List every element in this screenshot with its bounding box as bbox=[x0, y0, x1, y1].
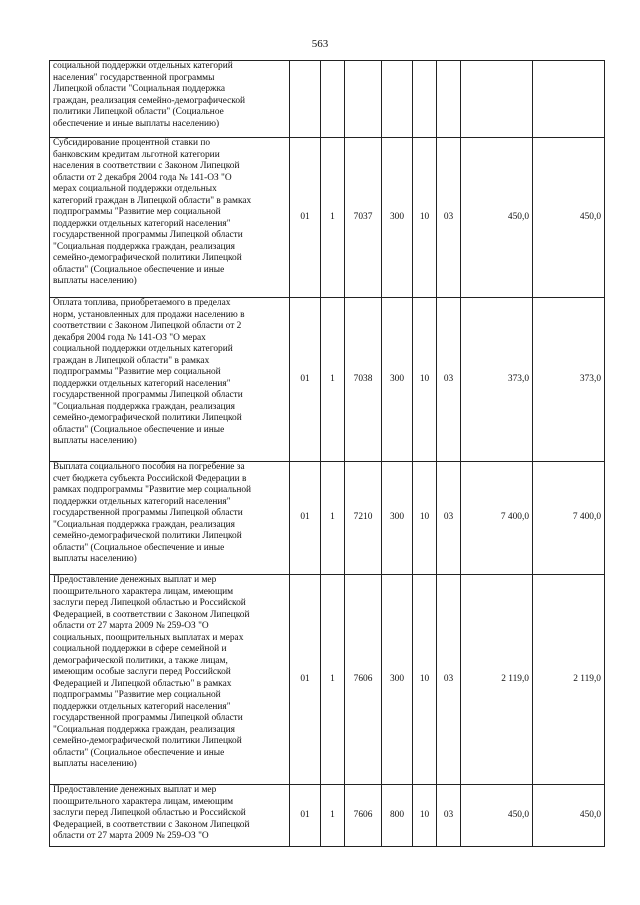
program-code: 01 bbox=[290, 462, 321, 575]
direction-code: 7606 bbox=[345, 785, 382, 847]
table-row bbox=[50, 61, 605, 138]
expense-type-code bbox=[382, 61, 413, 138]
subsection-code bbox=[437, 61, 461, 138]
amount-year-1: 7 400,0 bbox=[461, 462, 533, 575]
subprogram-code bbox=[321, 61, 345, 138]
section-code: 10 bbox=[413, 298, 437, 462]
subprogram-code: 1 bbox=[321, 785, 345, 847]
program-code: 01 bbox=[290, 138, 321, 298]
subprogram-code: 1 bbox=[321, 138, 345, 298]
amount-year-2: 450,0 bbox=[533, 785, 605, 847]
amount-year-1: 450,0 bbox=[461, 785, 533, 847]
amount-year-2: 450,0 bbox=[533, 138, 605, 298]
direction-code: 7210 bbox=[345, 462, 382, 575]
amount-year-1: 2 119,0 bbox=[461, 575, 533, 785]
row-description: Предоставление денежных выплат и мер поощрительного характера лицам, имеющим заслуги перед Липецкой областью и Российской Федерацией, в соответствии с Законом Липецкой области от 27 марта 2009 № 259-ОЗ "О социальных, поощрительных выплатах и мерах социальной поддержки в сфере семейной и демографической политики, а также лицам, имеющим особые заслуги перед Российской Федерацией и Липецкой областью" в рамках подпрограммы "Развитие мер социальной поддержки отдельных категорий населения" государственной программы Липецкой области "Социальная поддержка граждан, реализация семейно-демографической политики Липецкой области" (Социальное обеспечение и иные выплаты населению) bbox=[50, 575, 290, 785]
row-description: Оплата топлива, приобретаемого в пределах норм, установленных для продажи населению в соответствии с Законом Липецкой области от 2 декабря 2004 года № 141-ОЗ "О мерах социальной поддержки отдельных категорий граждан в Липецкой области" в рамках подпрограммы "Развитие мер социальной поддержки отдельных категорий населения" государственной программы Липецкой области "Социальная поддержка граждан, реализация семейно-демографической политики Липецкой области" (Социальное обеспечение и иные выплаты населению) bbox=[50, 298, 290, 462]
subprogram-code: 1 bbox=[321, 462, 345, 575]
program-code bbox=[290, 61, 321, 138]
subsection-code: 03 bbox=[437, 138, 461, 298]
amount-year-2 bbox=[533, 61, 605, 138]
amount-year-2: 7 400,0 bbox=[533, 462, 605, 575]
program-code: 01 bbox=[290, 785, 321, 847]
section-code: 10 bbox=[413, 462, 437, 575]
subprogram-code: 1 bbox=[321, 575, 345, 785]
program-code: 01 bbox=[290, 298, 321, 462]
direction-code: 7038 bbox=[345, 298, 382, 462]
expense-type-code: 800 bbox=[382, 785, 413, 847]
direction-code: 7037 bbox=[345, 138, 382, 298]
budget-table bbox=[49, 60, 605, 847]
table-row bbox=[50, 785, 605, 847]
subsection-code: 03 bbox=[437, 785, 461, 847]
section-code: 10 bbox=[413, 575, 437, 785]
table-row bbox=[50, 462, 605, 575]
page-number: 563 bbox=[311, 38, 329, 50]
row-description: Субсидирование процентной ставки по банковским кредитам льготной категории населения в соответствии с Законом Липецкой области от 2 декабря 2004 года № 141-ОЗ "О мерах социальной поддержки отдельных категорий граждан в Липецкой области" в рамках подпрограммы "Развитие мер социальной поддержки отдельных категорий населения" государственной программы Липецкой области "Социальная поддержка граждан, реализация семейно-демографической политики Липецкой области" (Социальное обеспечение и иные выплаты населению) bbox=[50, 138, 290, 298]
subsection-code: 03 bbox=[437, 462, 461, 575]
subsection-code: 03 bbox=[437, 575, 461, 785]
amount-year-1: 373,0 bbox=[461, 298, 533, 462]
section-code bbox=[413, 61, 437, 138]
direction-code: 7606 bbox=[345, 575, 382, 785]
subprogram-code: 1 bbox=[321, 298, 345, 462]
expense-type-code: 300 bbox=[382, 462, 413, 575]
amount-year-2: 373,0 bbox=[533, 298, 605, 462]
amount-year-1: 450,0 bbox=[461, 138, 533, 298]
program-code: 01 bbox=[290, 575, 321, 785]
amount-year-1 bbox=[461, 61, 533, 138]
subsection-code: 03 bbox=[437, 298, 461, 462]
expense-type-code: 300 bbox=[382, 138, 413, 298]
row-description: социальной поддержки отдельных категорий населения" государственной программы Липецкой области "Социальная поддержка граждан, реализация семейно-демографической политики Липецкой области" (Социальное обеспечение и иные выплаты населению) bbox=[50, 61, 290, 138]
section-code: 10 bbox=[413, 785, 437, 847]
row-description: Предоставление денежных выплат и мер поощрительного характера лицам, имеющим заслуги перед Липецкой областью и Российской Федерацией, в соответствии с Законом Липецкой области от 27 марта 2009 № 259-ОЗ "О bbox=[50, 785, 290, 847]
section-code: 10 bbox=[413, 138, 437, 298]
direction-code bbox=[345, 61, 382, 138]
table-row bbox=[50, 138, 605, 298]
amount-year-2: 2 119,0 bbox=[533, 575, 605, 785]
table-row bbox=[50, 298, 605, 462]
expense-type-code: 300 bbox=[382, 298, 413, 462]
expense-type-code: 300 bbox=[382, 575, 413, 785]
table-row bbox=[50, 575, 605, 785]
row-description: Выплата социального пособия на погребение за счет бюджета субъекта Российской Федерации в рамках подпрограммы "Развитие мер социальной поддержки отдельных категорий населения" государственной программы Липецкой области "Социальная поддержка граждан, реализация семейно-демографической политики Липецкой области" (Социальное обеспечение и иные выплаты населению) bbox=[50, 462, 290, 575]
